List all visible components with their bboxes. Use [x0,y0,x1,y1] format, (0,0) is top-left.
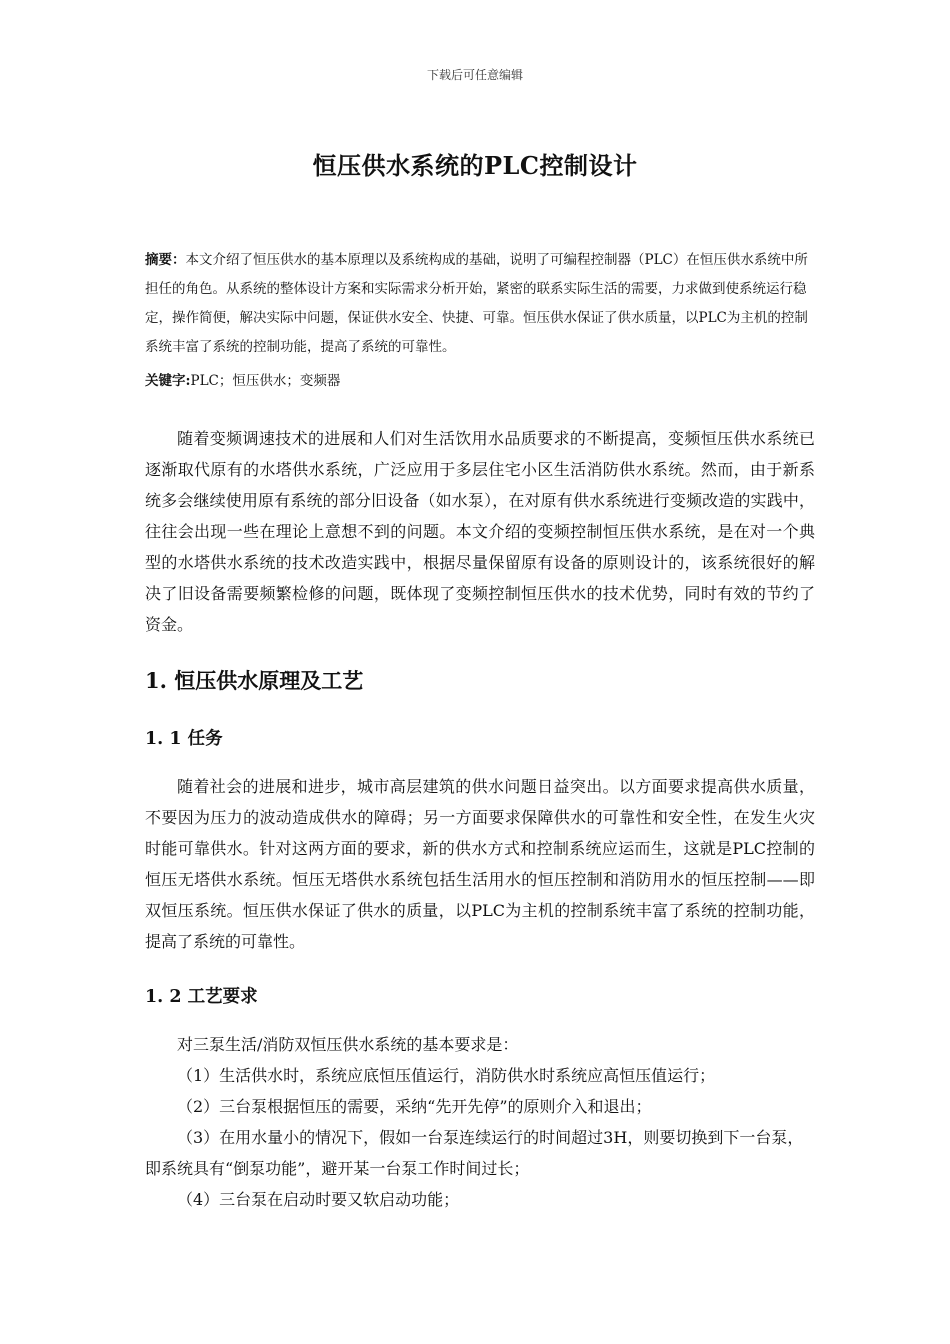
requirement-item: （1）生活供水时，系统应底恒压值运行，消防供水时系统应高恒压值运行； [177,1066,716,1085]
requirement-item: （3）在用水量小的情况下，假如一台泵连续运行的时间超过3H，则要切换到下一台泵， [177,1128,804,1147]
requirement-item: （2）三台泵根据恒压的需要，采纳“先开先停”的原则介入和退出； [177,1097,652,1116]
keywords-text: PLC；恒压供水；变频器 [190,373,341,389]
abstract-label: 摘要： [145,252,186,268]
page-header: 下载后可任意编辑 [426,68,523,82]
requirement-item: （4）三台泵在启动时要又软启动功能； [177,1190,460,1209]
subsection-heading-task: 1. 1 任务 [145,729,223,749]
keywords-label: 关键字: [145,373,191,389]
section-heading: 1. 恒压供水原理及工艺 [145,668,364,693]
subsection-heading-requirements: 1. 2 工艺要求 [145,987,258,1007]
requirements-intro: 对三泵生活/消防双恒压供水系统的基本要求是： [177,1035,519,1054]
keywords [145,367,815,396]
document-title: 恒压供水系统的PLC控制设计 [312,151,638,180]
intro-paragraph: 随着变频调速技术的进展和人们对生活饮用水品质要求的不断提高，变频恒压供水系统已逐渐取代原有的水塔供水系统，广泛应用于多层住宅小区生活消防供水系统。然而，由于新系统多会继续使用原有系统的部分旧设备（如水泵），在对原有供水系统进行变频改造的实践中，往往会出现一些在理论上意想不到的问题。本文介绍的变频控制恒压供水系统，是在对一个典型的水塔供水系统的技术改造实践中，根据尽量保留原有设备的原则设计的，该系统很好的解决了旧设备需要频繁检修的问题，既体现了变频控制恒压供水的技术优势，同时有效的节约了资金。 [145,429,815,634]
abstract [145,246,815,362]
abstract-text: 本文介绍了恒压供水的基本原理以及系统构成的基础，说明了可编程控制器（PLC）在恒压供水系统中所担任的角色。从系统的整体设计方案和实际需求分析开始，紧密的联系实际生活的需要，力求做到使系统运行稳定，操作简便，解决实际中问题，保证供水安全、快捷、可靠。恒压供水保证了供水质量，以PLC为主机的控制系统丰富了系统的控制功能，提高了系统的可靠性。 [145,252,808,355]
requirement-item-continued: 即系统具有“倒泵功能”，避开某一台泵工作时间过长； [145,1159,530,1178]
task-paragraph: 随着社会的进展和进步，城市高层建筑的供水问题日益突出。以方面要求提高供水质量，不要因为压力的波动造成供水的障碍；另一方面要求保障供水的可靠性和安全性，在发生火灾时能可靠供水。针对这两方面的要求，新的供水方式和控制系统应运而生，这就是PLC控制的恒压无塔供水系统。恒压无塔供水系统包括生活用水的恒压控制和消防用水的恒压控制——即双恒压系统。恒压供水保证了供水的质量，以PLC为主机的控制系统丰富了系统的控制功能，提高了系统的可靠性。 [145,777,815,951]
